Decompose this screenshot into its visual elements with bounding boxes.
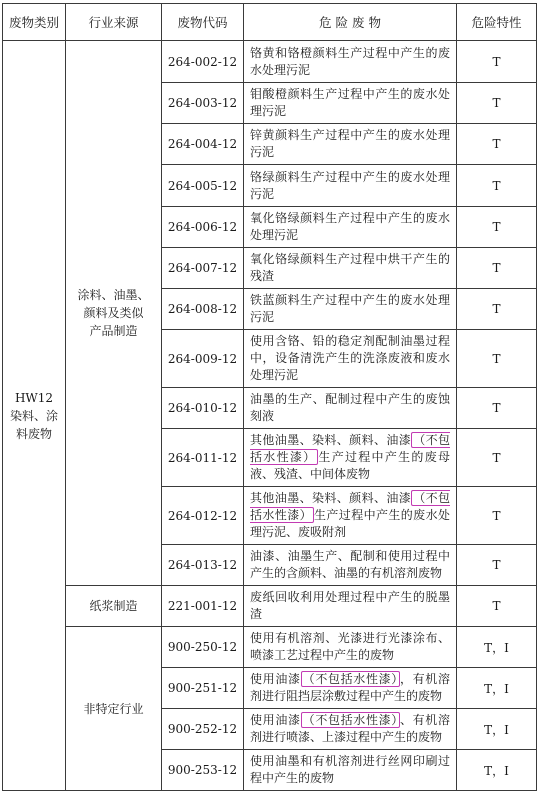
waste-code: 264-002-12	[162, 41, 244, 83]
excludes-waterborne-note: （不包括水性漆）	[250, 491, 450, 522]
industry-cell-coatings: 涂料、油墨、 颜料及类似 产品制造	[66, 41, 162, 586]
waste-description: 使用油墨和有机溶剂进行丝网印刷过程中产生的废物	[244, 750, 457, 791]
waste-code: 264-009-12	[162, 330, 244, 388]
industry-cell-nonspecific: 非特定行业	[66, 627, 162, 791]
excludes-waterborne-note: （不包括水性漆）	[302, 672, 398, 686]
hazard-characteristic: T	[457, 487, 537, 545]
waste-code: 264-003-12	[162, 83, 244, 124]
header-row	[3, 4, 537, 41]
waste-description: 废纸回收利用处理过程中产生的脱墨渣	[244, 586, 457, 627]
waste-category-cell	[3, 41, 66, 791]
hazard-characteristic: T	[457, 124, 537, 165]
waste-description: 铬黄和铬橙颜料生产过程中产生的废水处理污泥	[244, 41, 457, 83]
hazard-characteristic: T	[457, 545, 537, 586]
table-row	[3, 586, 537, 627]
col-header-category: 废物类别	[3, 4, 66, 41]
col-header-hazard: 危险特性	[457, 4, 537, 41]
waste-description: 锌黄颜料生产过程中产生的废水处理污泥	[244, 124, 457, 165]
waste-code: 264-007-12	[162, 248, 244, 289]
waste-code: 900-253-12	[162, 750, 244, 791]
excludes-waterborne-note: （不包括水性漆）	[250, 433, 450, 464]
table-row	[3, 627, 537, 668]
waste-description: 使用有机溶剂、光漆进行光漆涂布、喷漆工艺过程中产生的废物	[244, 627, 457, 668]
category-name-line2: 料废物	[15, 426, 52, 441]
hazardous-waste-table	[2, 3, 537, 791]
waste-code: 264-005-12	[162, 165, 244, 207]
industry-cell-pulp: 纸浆制造	[66, 586, 162, 627]
waste-code: 900-251-12	[162, 668, 244, 709]
waste-description: 氧化铬绿颜料生产过程中产生的废水处理污泥	[244, 207, 457, 248]
col-header-code: 废物代码	[162, 4, 244, 41]
category-code: HW12	[14, 390, 54, 405]
waste-description: 铬绿颜料生产过程中产生的废水处理污泥	[244, 165, 457, 207]
col-header-waste: 危 险 废 物	[244, 4, 457, 41]
hazard-characteristic: T，I	[457, 709, 537, 750]
waste-description: 使用含铬、铅的稳定剂配制油墨过程中，设备清洗产生的洗涤废液和废水处理污泥	[244, 330, 457, 388]
excludes-waterborne-note: （不包括水性漆）	[302, 713, 398, 727]
waste-code: 900-250-12	[162, 627, 244, 668]
hazard-characteristic: T	[457, 83, 537, 124]
hazard-characteristic: T	[457, 330, 537, 388]
hazard-characteristic: T	[457, 429, 537, 487]
waste-description: 油漆、油墨生产、配制和使用过程中产生的含颜料、油墨的有机溶剂废物	[244, 545, 457, 586]
waste-code: 264-013-12	[162, 545, 244, 586]
hazard-characteristic: T	[457, 248, 537, 289]
waste-description: 钼酸橙颜料生产过程中产生的废水处理污泥	[244, 83, 457, 124]
waste-code: 264-006-12	[162, 207, 244, 248]
waste-description: 使用油漆 （不包括水性漆） 、有机溶剂进行喷漆、上漆过程中产生的废物	[244, 709, 457, 750]
hazard-characteristic: T	[457, 586, 537, 627]
hazard-characteristic: T，I	[457, 668, 537, 709]
waste-code: 221-001-12	[162, 586, 244, 627]
hazard-characteristic: T	[457, 207, 537, 248]
hazard-characteristic: T	[457, 41, 537, 83]
hazard-characteristic: T，I	[457, 750, 537, 791]
table-row	[3, 41, 537, 83]
hazard-characteristic: T，I	[457, 627, 537, 668]
waste-description: 油墨的生产、配制过程中产生的废蚀刻液	[244, 388, 457, 429]
waste-description: 其他油墨、染料、颜料、油漆 （不包括水性漆） 生产过程中产生的废母液、残渣、中间体废物	[244, 429, 457, 487]
col-header-industry: 行业来源	[66, 4, 162, 41]
waste-description: 其他油墨、染料、颜料、油漆 （不包括水性漆） 生产过程中产生的废水处理污泥、废吸附剂	[244, 487, 457, 545]
waste-code: 264-004-12	[162, 124, 244, 165]
hazard-characteristic: T	[457, 165, 537, 207]
waste-code: 264-008-12	[162, 289, 244, 330]
waste-code: 264-010-12	[162, 388, 244, 429]
hazard-characteristic: T	[457, 289, 537, 330]
hazard-characteristic: T	[457, 388, 537, 429]
waste-description: 氧化铬绿颜料生产过程中烘干产生的残渣	[244, 248, 457, 289]
waste-description: 铁蓝颜料生产过程中产生的废水处理污泥	[244, 289, 457, 330]
waste-code: 264-011-12	[162, 429, 244, 487]
category-name-line1: 染料、涂	[9, 408, 58, 423]
waste-description: 使用油漆 （不包括水性漆） ，有机溶剂进行阻挡层涂敷过程中产生的废物	[244, 668, 457, 709]
waste-code: 900-252-12	[162, 709, 244, 750]
waste-code: 264-012-12	[162, 487, 244, 545]
